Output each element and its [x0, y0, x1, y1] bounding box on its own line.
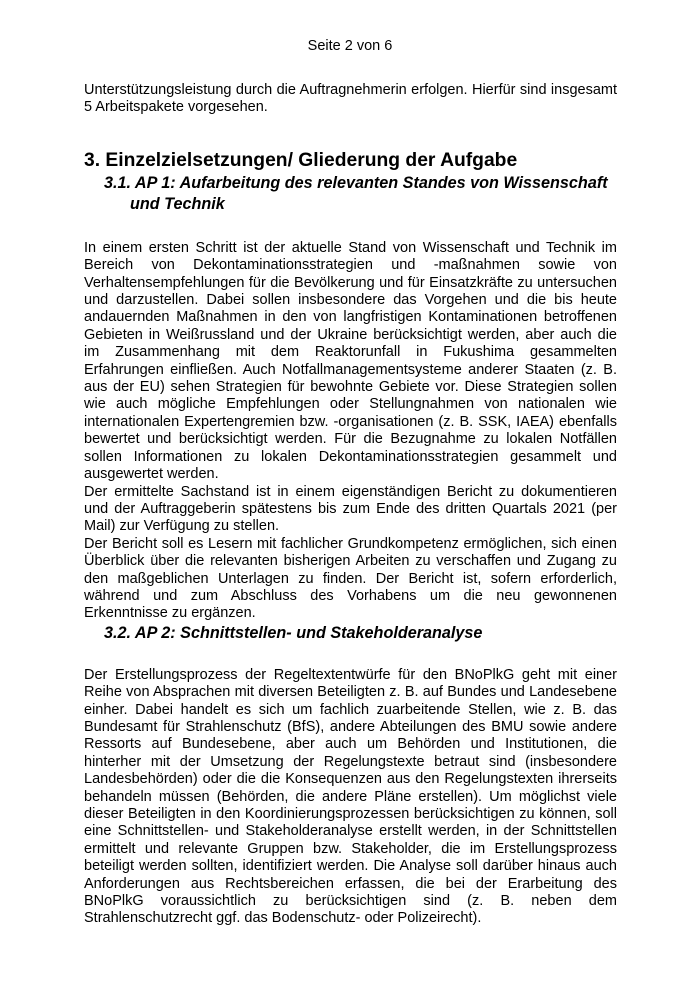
paragraph: Der Erstellungsprozess der Regeltextentwürfe für den BNoPlkG geht mit einer Reihe von Absprachen mit diversen Beteiligten z. B. auf Bundes und Landesebene einher. Dabei handelt es sich um fachlich zuarbeitende Stellen, wie z. B. das Bundesamt für Strahlenschutz (BfS), andere Abteilungen des BMU sowie andere Ressorts auf Bundesebene, aber auch um Behörden und Institutionen, die hinterher mit der Umsetzung der Regelungstexte betraut sind (insbesondere Landesbehörden) oder die die Konsequenzen aus den Regelungstexten ihrerseits behandeln müssen (Behörden, die andere Pläne erstellen). Um möglichst viele dieser Beteiligten in den Koordinierungsprozessen berücksichtigen zu können, soll eine Schnittstellen- und Stakeholderanalyse erstellt werden, in der Schnittstellen ermittelt und relevante Gruppen bzw. Stakeholder, die im Erstellungsprozess beteiligt werden sollten, identifiziert werden. Die Analyse soll darüber hinaus auch Anforderungen aus Rechtsbereichen erfassen, die bei der Erarbeitung des BNoPlkG voraussichtlich zu berücksichtigen sind (z. B. neben dem Strahlenschutzrecht ggf. das Bodenschutz- oder Polizeirecht). — [84, 666, 617, 927]
subsection-3-1-body — [84, 240, 617, 623]
paragraph: In einem ersten Schritt ist der aktuelle Stand von Wissenschaft und Technik im Bereich von Dekontaminationsstrategien und -maßnahmen sowie von Verhaltensempfehlungen für die Bevölkerung und für Einsatzkräfte zu untersuchen und darzustellen. Dabei sollen insbesondere das Vorgehen und die bis heute andauernden Maßnahmen in den von langfristigen Kontaminationen betroffenen Gebieten in Weißrussland und der Ukraine berücksichtigt werden, aber auch die im Zusammenhang mit dem Reaktorunfall in Fukushima gesammelten Erfahrungen einfließen. Auch Notfallmanagementsysteme anderer Staaten (z. B. aus der EU) sehen Strategien für bewohnte Gebiete vor. Diese Strategien sollen wie auch mögliche Empfehlungen oder Stellungnahmen von nationalen wie internationalen Expertengremien bzw. -organisationen (z. B. SSK, IAEA) ebenfalls bewertet und berücksichtigt werden. Für die Bezugnahme zu lokalen Notfällen sollen Informationen zu lokalen Dekontaminationsstrategien gesammelt und ausgewertet werden. — [84, 239, 617, 483]
subsection-3-2-body — [84, 667, 617, 928]
paragraph: Der ermittelte Sachstand ist in einem eigenständigen Bericht zu dokumentieren und der Auftraggeberin spätestens bis zum Ende des dritten Quartals 2021 (per Mail) zur Verfügung zu stellen. — [84, 483, 617, 535]
intro-paragraph: Unterstützungsleistung durch die Auftragnehmerin erfolgen. Hierfür sind insgesamt 5 Arbeitspakete vorgesehen. — [84, 82, 617, 116]
paragraph: Der Bericht soll es Lesern mit fachlicher Grundkompetenz ermöglichen, sich einen Überblick über die relevanten bisherigen Arbeiten zu verschaffen und Zugang zu den maßgeblichen Unterlagen zu finden. Der Bericht ist, sofern erforderlich, während und zum Abschluss des Vorhabens um die neu gewonnenen Erkenntnisse zu ergänzen. — [84, 535, 617, 622]
document-body — [84, 82, 617, 928]
section-heading-3: 3. Einzelzielsetzungen/ Gliederung der Aufgabe — [84, 149, 518, 171]
subsection-heading-3-1: 3.1. AP 1: Aufarbeitung des relevanten Standes von Wissenschaft und Technik — [104, 173, 608, 213]
subsection-heading-3-2: 3.2. AP 2: Schnittstellen- und Stakeholderanalyse — [104, 623, 483, 642]
page-number: Seite 2 von 6 — [307, 38, 393, 54]
